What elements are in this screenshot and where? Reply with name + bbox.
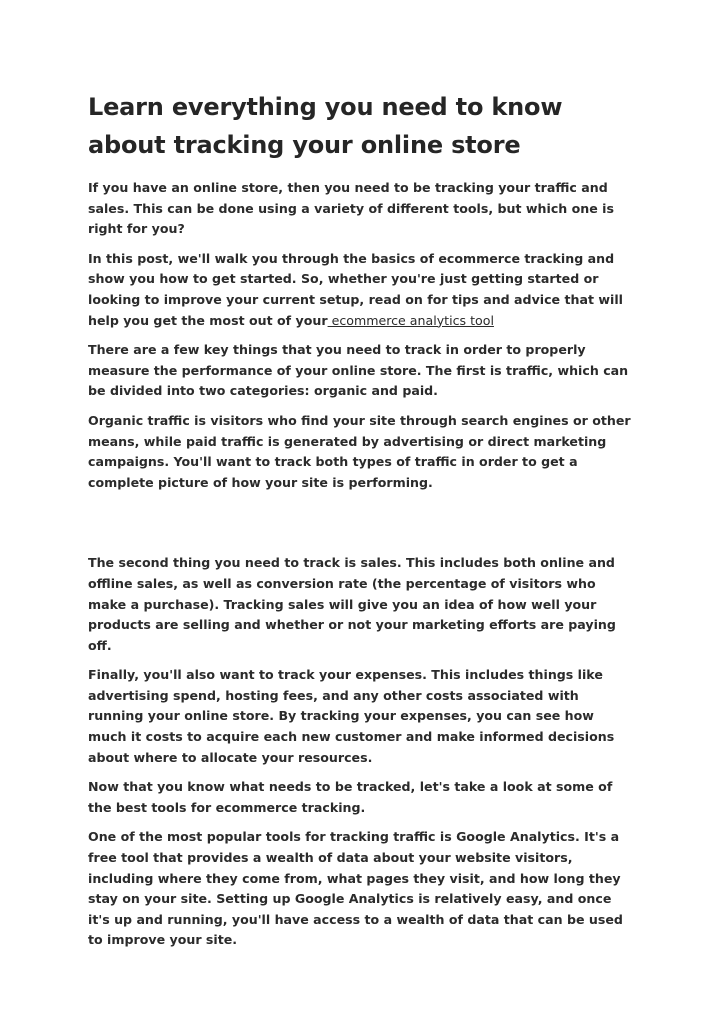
google-analytics-paragraph: One of the most popular tools for tracking traffic is Google Analytics. It's a free tool that provides a wealth of data about your website visitors, including where they come from, what pages they visit, and how long they stay on your site. Setting up Google Analytics is relatively easy, and once it's up and running, you'll have access to a wealth of data that can be used to improve your site. <box>88 829 623 948</box>
tools-intro-paragraph: Now that you know what needs to be tracked, let's take a look at some of the best tools for ecommerce tracking. <box>88 779 613 815</box>
traffic-paragraph: There are a few key things that you need to track in order to properly measure the performance of your online store. The first is traffic, which can be divided into two categories: organic and paid. <box>88 342 629 399</box>
article <box>88 88 636 960</box>
expenses-paragraph: Finally, you'll also want to track your expenses. This includes things like advertising spend, hosting fees, and any other costs associated with running your online store. By tracking your expenses, you can see how much it costs to acquire each new customer and make informed decisions about where to allocate your resources. <box>88 667 615 765</box>
overview-paragraph <box>88 249 636 331</box>
overview-paragraph-text: In this post, we'll walk you through the basics of ecommerce tracking and show you how to get started. So, whether you're just getting started or looking to improve your current setup, read on for tips and advice that will help you get the most out of your <box>88 250 623 328</box>
article-title: Learn everything you need to know about tracking your online store <box>88 93 563 159</box>
organic-paid-paragraph: Organic traffic is visitors who find your site through search engines or other means, while paid traffic is generated by advertising or direct marketing campaigns. You'll want to track both types of traffic in order to get a complete picture of how your site is performing. <box>88 412 631 490</box>
intro-paragraph: If you have an online store, then you need to be tracking your traffic and sales. This can be done using a variety of different tools, but which one is right for you? <box>88 180 614 237</box>
ecommerce-analytics-tool-link[interactable]: ecommerce analytics tool <box>327 312 494 328</box>
sales-paragraph: The second thing you need to track is sales. This includes both online and offline sales, as well as conversion rate (the percentage of visitors who make a purchase). Tracking sales will give you an idea of how well your products are selling and whether or not your marketing efforts are paying off. <box>88 555 616 653</box>
